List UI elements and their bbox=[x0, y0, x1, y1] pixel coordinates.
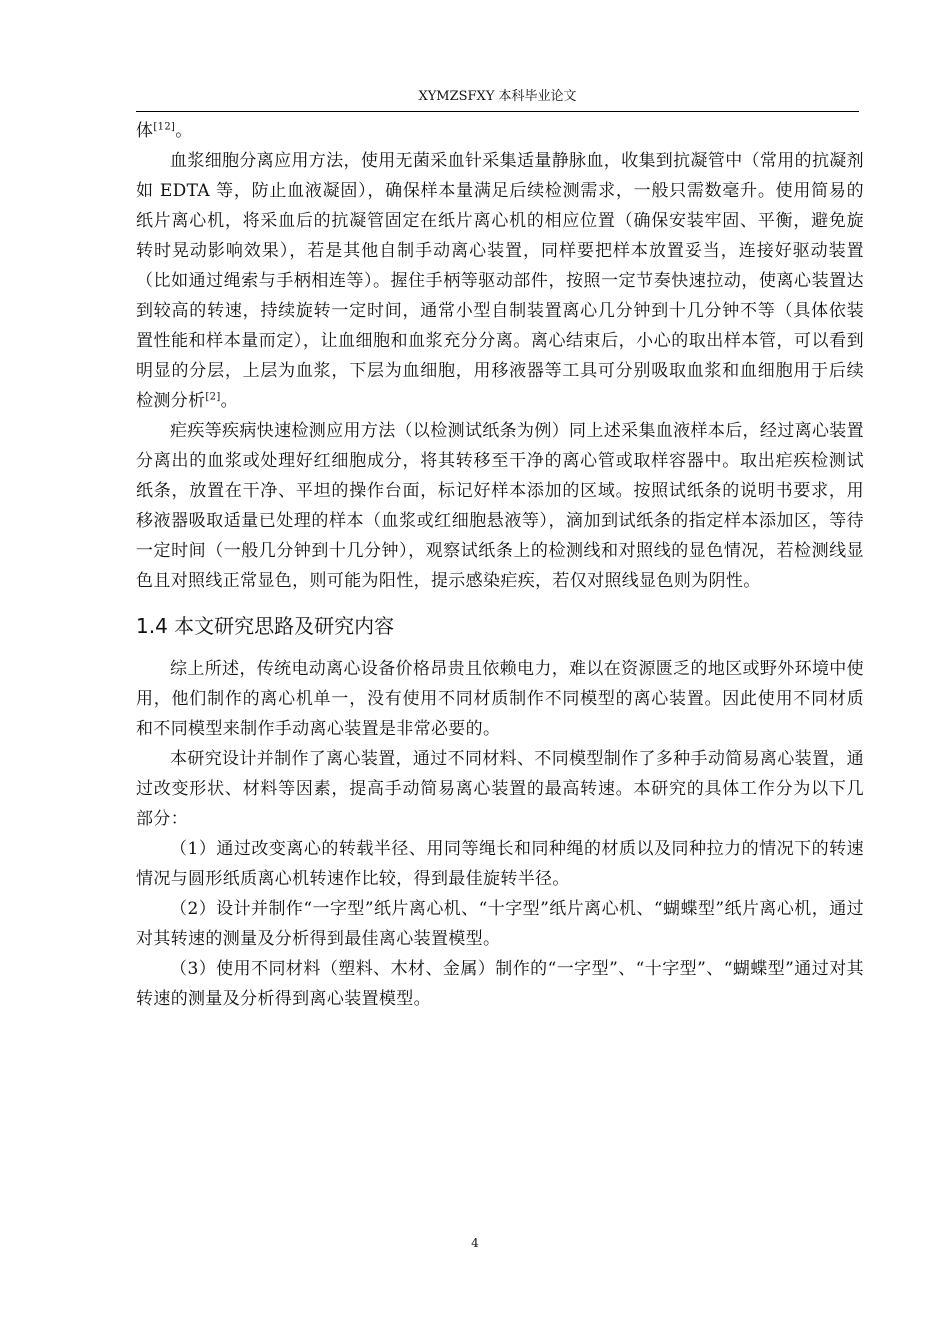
paragraph-continuation: 体[12]。 bbox=[136, 121, 193, 141]
citation-ref[interactable]: [12] bbox=[153, 121, 176, 133]
section-heading: 1.4 本文研究思路及研究内容 bbox=[136, 614, 395, 638]
page-body bbox=[136, 116, 864, 1014]
list-item-3: （3）使用不同材料（塑料、木材、金属）制作的“一字型”、“十字型”、“蝴蝶型”通过对其转速的测量及分析得到离心装置模型。 bbox=[136, 959, 864, 1009]
list-item-1: （1）通过改变离心的转载半径、用同等绳长和同种绳的材质以及同种拉力的情况下的转速情况与圆形纸质离心机转速作比较，得到最佳旋转半径。 bbox=[136, 839, 864, 889]
paragraph-malaria-test: 疟疾等疾病快速检测应用方法（以检测试纸条为例）同上述采集血液样本后，经过离心装置分离出的血浆或处理好红细胞成分，将其转移至干净的离心管或取样容器中。取出疟疾检测试纸条，放置在干净、平坦的操作台面，标记好样本添加的区域。按照试纸条的说明书要求，用移液器吸取适量已处理的样本（血浆或红细胞悬液等），滴加到试纸条的指定样本添加区，等待一定时间（一般几分钟到十几分钟），观察试纸条上的检测线和对照线的显色情况，若检测线显色且对照线正常显色，则可能为阳性，提示感染疟疾，若仅对照线显色则为阴性。 bbox=[136, 421, 864, 591]
citation-ref[interactable]: [2] bbox=[205, 391, 221, 403]
running-header bbox=[136, 89, 859, 112]
paragraph-research-overview: 本研究设计并制作了离心装置，通过不同材料、不同模型制作了多种手动简易离心装置，通过改变形状、材料等因素，提高手动简易离心装置的最高转速。本研究的具体工作分为以下几部分： bbox=[136, 749, 864, 829]
page-number: 4 bbox=[471, 1236, 479, 1250]
list-item-2: （2）设计并制作“一字型”纸片离心机、“十字型”纸片离心机、“蝴蝶型”纸片离心机，通过对其转速的测量及分析得到最佳离心装置模型。 bbox=[136, 899, 864, 949]
header-title: XYMZSFXY 本科毕业论文 bbox=[418, 89, 577, 104]
paragraph-plasma-separation: 血浆细胞分离应用方法，使用无菌采血针采集适量静脉血，收集到抗凝管中（常用的抗凝剂如 EDTA 等，防止血液凝固），确保样本量满足后续检测需求，一般只需数毫升。使用简易的纸片离心机，将采血后的抗凝管固定在纸片离心机的相应位置（确保安装牢固、平衡，避免旋转时晃动影响效果），若是其他自制手动离心装置，同样要把样本放置妥当，连接好驱动装置（比如通过绳索与手柄相连等）。握住手柄等驱动部件，按照一定节奏快速拉动，使离心装置达到较高的转速，持续旋转一定时间，通常小型自制装置离心几分钟到十几分钟不等（具体依装置性能和样本量而定），让血细胞和血浆充分分离。离心结束后，小心的取出样本管，可以看到明显的分层，上层为血浆，下层为血细胞，用移液器等工具可分别吸取血浆和血细胞用于后续检测分析[2]。 bbox=[136, 151, 864, 411]
paragraph-summary: 综上所述，传统电动离心设备价格昂贵且依赖电力，难以在资源匮乏的地区或野外环境中使用，他们制作的离心机单一，没有使用不同材质制作不同模型的离心装置。因此使用不同材质和不同模型来制作手动离心装置是非常必要的。 bbox=[136, 659, 864, 739]
